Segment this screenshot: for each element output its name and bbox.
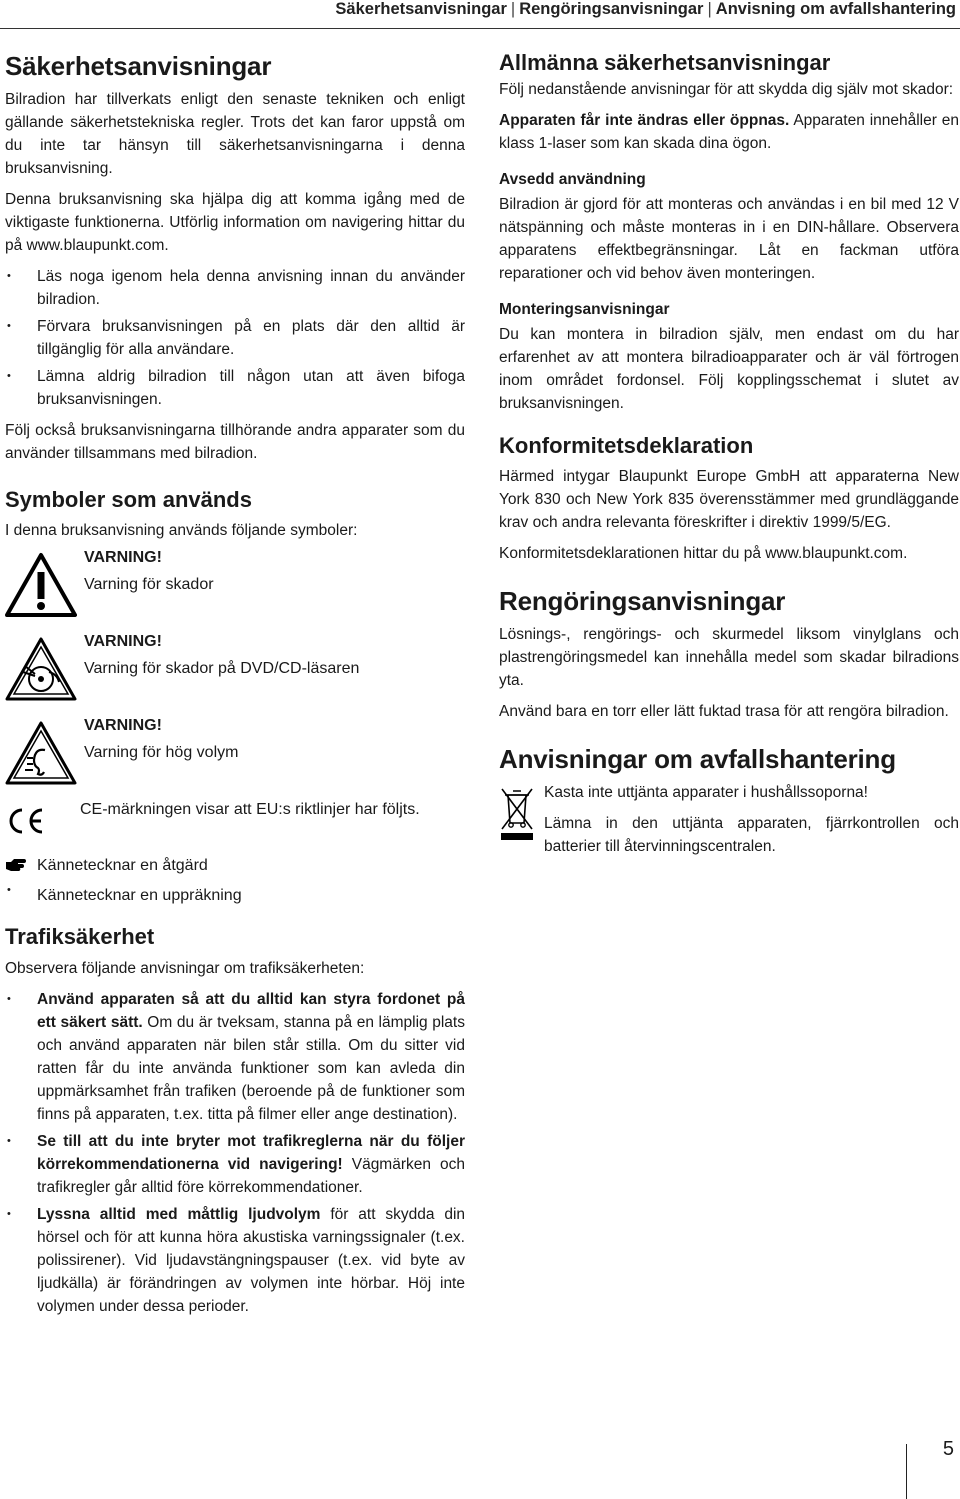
traffic-bullet-list (5, 988, 465, 1318)
ce-mark-description: CE-märkningen visar att EU:s riktlinjer har följts. (80, 801, 420, 819)
list-item: • Lämna aldrig bilradion till någon utan att även bifoga bruksanvisningen. (5, 365, 465, 411)
cleaning-paragraph-1: Lösnings-, rengörings- och skurmedel liksom vinylglans och plastrengöringsmedel kan innehålla medel som skadar bilradions yta. (499, 626, 959, 690)
pointing-hand-icon (5, 856, 27, 872)
list-item: • Förvara bruksanvisningen på en plats där den alltid är tillgänglig för alla användare. (5, 315, 465, 361)
general-intro: Följ nedanstående anvisningar för att skydda dig själv mot skador: (499, 81, 954, 99)
header-divider (0, 28, 960, 29)
section-title-traffic: Trafiksäkerhet (5, 924, 155, 950)
right-column (499, 40, 959, 855)
section-title-safety: Säkerhetsanvisningar (5, 51, 272, 81)
warning-description: Varning för hög volym (84, 744, 239, 762)
header-item-safety: Säkerhetsanvisningar (335, 0, 507, 18)
warning-triangle-icon (5, 552, 77, 618)
warning-label: VARNING! (84, 549, 162, 567)
list-item: • Lyssna alltid med måttlig ljudvolym för att skydda din hörsel och för att kunna höra akustiska varningssignaler (t.ex. polissirener). Vid ljudavstängningspauser (t.ex. vid byte av ljudkälla) är förändringen av volymen inte hörbar. Höj inte volymen under dessa perioder. (5, 1203, 465, 1318)
list-item: • Läs noga igenom hela denna anvisning innan du använder bilradion. (5, 265, 465, 311)
page-number-divider (906, 1444, 907, 1499)
enum-marker-description: Kännetecknar en uppräkning (37, 887, 242, 905)
conformity-paragraph: Härmed intygar Blaupunkt Europe GmbH att apparaterna New York 830 och New York 835 överensstämmer med grundläggande krav och andra relevanta föreskrifter i direktiv 1999/5/EG. (499, 468, 959, 532)
action-marker-row (5, 854, 465, 884)
section-title-disposal: Anvisningar om avfallshantering (499, 744, 896, 775)
follow-paragraph: Följ också bruksanvisningarna tillhörande andra apparater som du använder tillsammans med bilradion. (5, 421, 465, 462)
subtitle-intended-use: Avsedd användning (499, 171, 646, 189)
bullet-icon: • (7, 884, 11, 897)
intro-paragraph: Bilradion har tillverkats enligt den senaste tekniken och enligt gällande säkerhetstekniska regler. Trots det kan faror uppstå om du inte tar hänsyn till säkerhetsanvisningarna i denna bruksanvisning. (5, 90, 465, 177)
ce-mark-icon (5, 806, 45, 836)
running-header: Säkerhetsanvisningar | Rengöringsanvisningar | Anvisning om avfallshantering (335, 0, 956, 18)
ear-volume-warning-icon (5, 720, 77, 786)
warning-label: VARNING! (84, 633, 162, 651)
cleaning-paragraph-2: Använd bara en torr eller lätt fuktad trasa för att rengöra bilradion. (499, 703, 949, 721)
safety-bullet-list (5, 265, 465, 411)
intended-use-paragraph: Bilradion är gjord för att monteras och användas i en bil med 12 V nätspänning och måste monteras in i en DIN-hållare. Observera apparatens effektbegränsningar. Låt en fackman utföra reparationer och vid behov även monteringen. (499, 196, 959, 283)
disposal-text-1: Kasta inte uttjänta apparater i hushållssoporna! (544, 783, 868, 801)
symbols-intro: I denna bruksanvisning används följande symboler: (5, 522, 358, 540)
page-number: 5 (942, 1438, 954, 1460)
disc-damage-warning-icon (5, 636, 77, 702)
section-title-symbols: Symboler som används (5, 486, 252, 512)
subtitle-mounting: Monteringsanvisningar (499, 301, 670, 319)
crossed-bin-icon (499, 785, 535, 841)
header-item-cleaning: Rengöringsanvisningar (519, 0, 704, 18)
section-title-conformity: Konformitetsdeklaration (499, 432, 754, 458)
disposal-text-2: Lämna in den uttjänta apparaten, fjärrkontrollen och batterier till återvinningscentralen. (544, 814, 959, 855)
warning-description: Varning för skador på DVD/CD-läsaren (84, 660, 360, 678)
list-item: • Använd apparaten så att du alltid kan styra fordonet på ett säkert sätt. Om du är tveksam, stanna på en lämplig plats och använd apparaten när bilen står stilla. Om du sitter vid ratten får du inte använda funktioner som kan avleda din uppmärksamhet från trafiken (beroende på de funktioner som finns på apparaten, t.ex. titta på filmer eller ange destination). (5, 988, 465, 1126)
ce-mark-row (5, 798, 465, 854)
symbol-warning-general (5, 546, 465, 630)
section-title-cleaning: Rengöringsanvisningar (499, 586, 786, 617)
symbol-warning-volume (5, 714, 465, 798)
conformity-link-paragraph: Konformitetsdeklarationen hittar du på www.blaupunkt.com. (499, 545, 908, 563)
general-laser-paragraph: Apparaten får inte ändras eller öppnas. Apparaten innehåller en klass 1-laser som kan skada dina ögon. (499, 112, 959, 153)
symbol-warning-disc (5, 630, 465, 714)
warning-description: Varning för skador (84, 576, 214, 594)
header-item-disposal: Anvisning om avfallshantering (715, 0, 956, 18)
help-paragraph: Denna bruksanvisning ska hjälpa dig att komma igång med de viktigaste funktionerna. Utförlig information om navigering hittar du på www.blaupunkt.com. (5, 190, 465, 254)
warning-label: VARNING! (84, 717, 162, 735)
mounting-paragraph: Du kan montera in bilradion själv, men endast om du har erfarenhet av att montera bilradioapparater och är väl förtrogen inom området fordonsel. Följ kopplingsschemat i slutet av bruksanvisningen. (499, 325, 959, 412)
disposal-row (499, 785, 959, 855)
action-marker-description: Kännetecknar en åtgärd (37, 857, 208, 875)
section-title-general: Allmänna säkerhetsanvisningar (499, 50, 831, 75)
enum-marker-row (5, 884, 465, 914)
left-column (5, 40, 465, 1326)
traffic-intro: Observera följande anvisningar om trafiksäkerheten: (5, 959, 365, 977)
list-item: • Se till att du inte bryter mot trafikreglerna när du följer körrekommendationerna vid navigering! Vägmärken och trafikregler går alltid före körrekommendationer. (5, 1130, 465, 1199)
